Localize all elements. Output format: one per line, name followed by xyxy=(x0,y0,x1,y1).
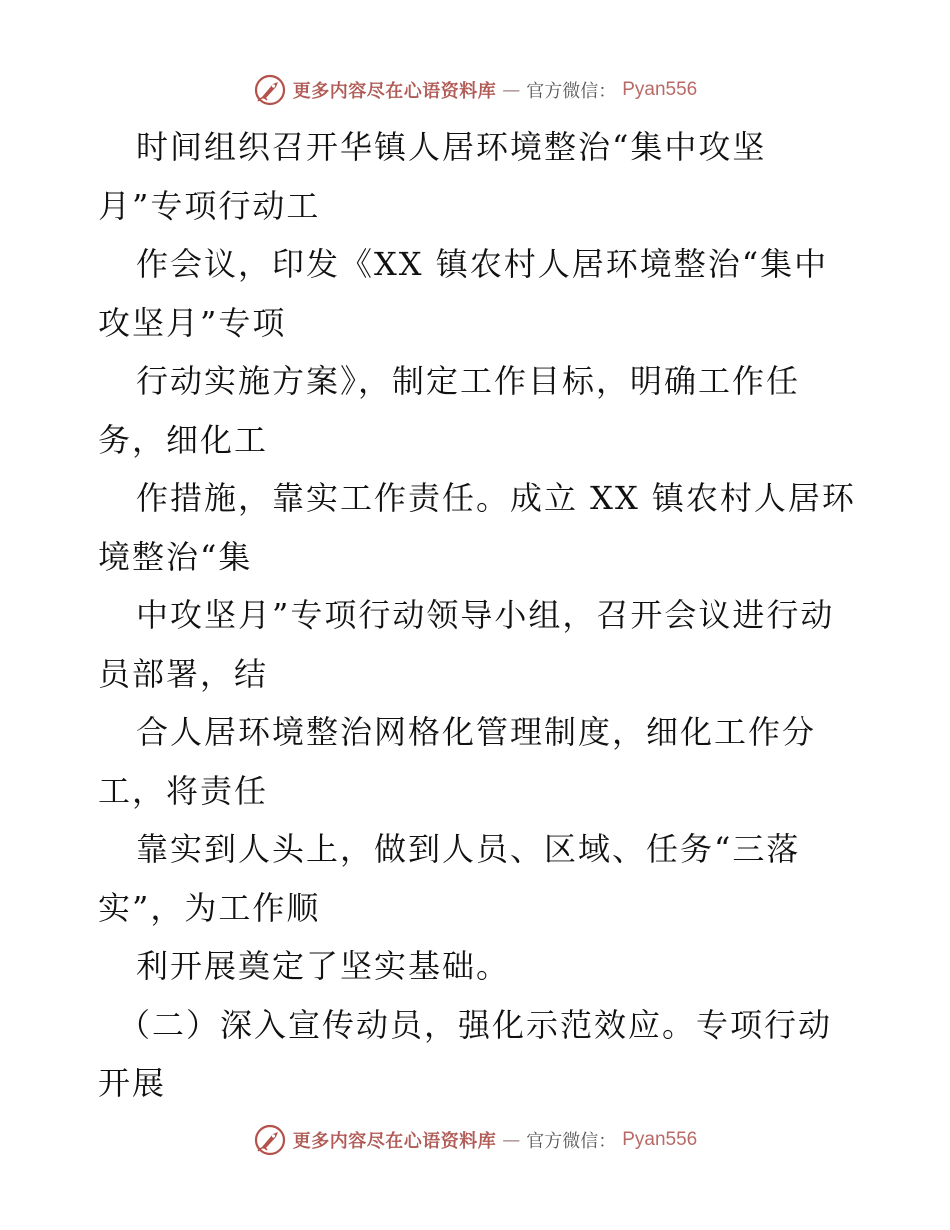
watermark-separator: — xyxy=(502,79,521,101)
text-line: 时间组织召开华镇人居环境整治“集中攻坚 xyxy=(136,128,767,166)
text-line: 作会议，印发《XX 镇农村人居环境整治“集中 xyxy=(136,245,829,283)
text-line: 靠实到人头上，做到人员、区域、任务“三落 xyxy=(136,830,801,868)
text-line: 利开展奠定了坚实基础。 xyxy=(136,947,511,985)
watermark-official-label: 官方微信： xyxy=(526,81,617,102)
text-line: 境整治“集 xyxy=(98,537,253,576)
text-line: 工，将责任 xyxy=(98,771,269,810)
pen-nib-logo-icon xyxy=(253,73,287,107)
text-line: 务，细化工 xyxy=(98,420,269,459)
text-line: 月”专项行动工 xyxy=(98,186,321,225)
text-line: 中攻坚月”专项行动领导小组，召开会议进行动 xyxy=(136,596,835,634)
pen-nib-logo-icon xyxy=(253,1123,287,1157)
text-line: 开展 xyxy=(98,1064,167,1102)
text-line: 合人居环境整治网格化管理制度，细化工作分 xyxy=(136,713,817,751)
watermark-text: 更多内容尽在心语资料库 xyxy=(292,1131,497,1152)
section-heading-line: （二）深入宣传动员，强化示范效应。专项行动 xyxy=(118,1005,833,1044)
header-watermark xyxy=(0,70,950,110)
watermark-wechat-id: Pyan556 xyxy=(622,79,698,100)
text-line: 员部署，结 xyxy=(98,654,269,693)
text-line: 行动实施方案》，制定工作目标，明确工作任 xyxy=(136,362,801,400)
watermark-official-label: 官方微信： xyxy=(526,1131,617,1152)
document-body xyxy=(98,118,858,1113)
watermark-separator: — xyxy=(502,1129,521,1151)
footer-watermark xyxy=(0,1120,950,1160)
watermark-wechat-id: Pyan556 xyxy=(622,1129,698,1150)
text-line: 作措施，靠实工作责任。成立 XX 镇农村人居环 xyxy=(136,479,856,517)
text-line: 攻坚月”专项 xyxy=(98,303,287,342)
watermark-text: 更多内容尽在心语资料库 xyxy=(292,81,497,102)
text-line: 实”，为工作顺 xyxy=(98,888,321,927)
